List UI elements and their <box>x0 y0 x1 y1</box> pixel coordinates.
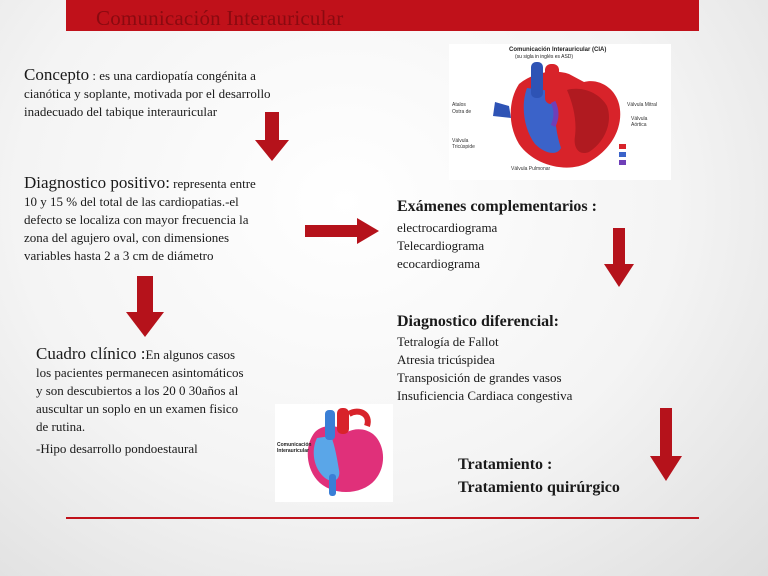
concepto-line: cianótica y soplante, motivada por el desarrollo <box>24 86 271 101</box>
diagnostico-positivo-heading: Diagnostico positivo: <box>24 173 170 192</box>
heart-diagram-bottom <box>275 404 393 502</box>
diagnostico-diferencial-item: Atresia tricúspidea <box>397 352 495 367</box>
cuadro-clinico-line: -Hipo desarrollo pondoestaural <box>36 441 198 456</box>
diagnostico-positivo-line: defecto se localiza con mayor frecuencia la <box>24 212 249 227</box>
arrow-down-icon <box>255 112 289 162</box>
diagnostico-positivo-line: 10 y 15 % del total de las cardiopatias.-el <box>24 194 239 209</box>
heart-diagram-top <box>449 44 671 180</box>
heart-illustration-icon <box>449 44 671 180</box>
diagram-bottom-label <box>277 442 311 454</box>
cuadro-clinico-line: de rutina. <box>36 419 86 434</box>
diagram-bottom-label-line: Comunicación <box>277 442 312 448</box>
arrow-down-icon <box>126 276 164 338</box>
diagram-top-label: Válvula Aórtica <box>631 116 648 128</box>
tratamiento-block <box>458 453 678 499</box>
diagnostico-diferencial-item: Insuficiencia Cardiaca congestiva <box>397 388 573 403</box>
bottom-divider <box>66 517 699 519</box>
diagram-bottom-label-line: Interauricular <box>277 448 309 454</box>
concepto-line: inadecuado del tabique interauricular <box>24 104 218 119</box>
tratamiento-value: Tratamiento quirúrgico <box>458 479 620 496</box>
cuadro-clinico-block <box>36 345 286 458</box>
diagnostico-diferencial-heading: Diagnostico diferencial: <box>397 313 559 330</box>
diagram-top-label: Válvula Tricúspide <box>452 138 475 150</box>
diagram-top-label: Válvula Mitral <box>627 102 658 108</box>
arrow-right-icon <box>305 218 379 244</box>
diagnostico-diferencial-item: Transposición de grandes vasos <box>397 370 562 385</box>
cuadro-clinico-line: En algunos casos <box>145 347 236 362</box>
examenes-item: electrocardiograma <box>397 220 498 235</box>
arrow-down-icon <box>650 408 682 482</box>
diagnostico-diferencial-item: Tetralogía de Fallot <box>397 334 499 349</box>
concepto-heading: Concepto <box>24 65 90 84</box>
examenes-heading: Exámenes complementarios : <box>397 198 597 215</box>
diagram-top-label: Atalos <box>452 102 466 108</box>
diagnostico-positivo-line: representa entre <box>169 176 256 191</box>
cuadro-clinico-line: auscultar un soplo en un examen fisico <box>36 401 239 416</box>
concepto-line: : es una cardiopatía congénita a <box>89 68 256 83</box>
tratamiento-heading: Tratamiento : <box>458 456 553 473</box>
cuadro-clinico-line: y son descubiertos a los 20 0 30años al <box>36 383 239 398</box>
arrow-down-icon <box>604 228 634 288</box>
diagnostico-positivo-block <box>24 174 314 265</box>
diagram-top-title: Comunicación Interauricular (CIA) <box>509 47 607 53</box>
diagram-top-label: Ostra de <box>452 109 472 115</box>
diagram-top-subtitle: (su sigla in inglés es ASD) <box>515 54 574 60</box>
cuadro-clinico-line: los pacientes permanecen asintomáticos <box>36 365 244 380</box>
diagnostico-positivo-line: variables hasta 2 a 3 cm de diámetro <box>24 248 214 263</box>
diagnostico-positivo-line: zona del agujero oval, con dimensiones <box>24 230 230 245</box>
diagnostico-diferencial-block <box>397 313 677 405</box>
diagram-top-label: Válvula Pulmonar <box>511 166 551 172</box>
examenes-item: Telecardiograma <box>397 238 485 253</box>
page-title: Comunicación Interauricular <box>96 6 344 30</box>
examenes-item: ecocardiograma <box>397 256 481 271</box>
cuadro-clinico-heading: Cuadro clínico : <box>36 344 146 363</box>
